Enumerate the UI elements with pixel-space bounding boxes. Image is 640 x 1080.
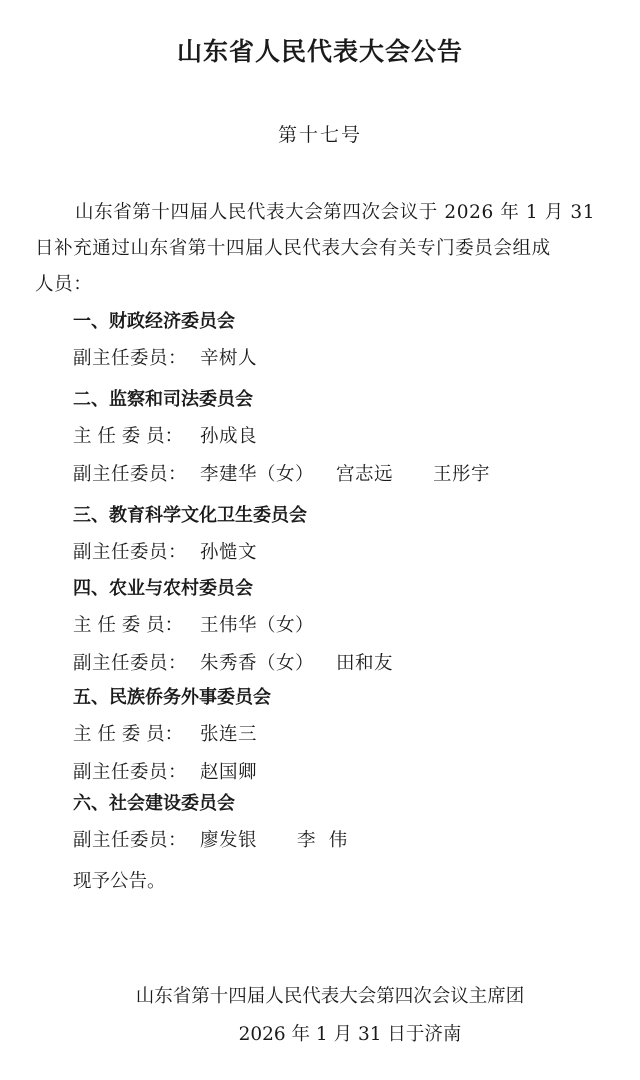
member-name: 张连三 <box>200 724 258 745</box>
member-role: 副主任委员： <box>73 464 188 485</box>
member-role: 副主任委员： <box>73 542 188 563</box>
section-supervision-judicial <box>73 382 613 494</box>
section-ethnic-overseas-foreign <box>73 680 613 792</box>
section-education-science-culture-health <box>73 498 613 572</box>
member-name: 田和友 <box>336 653 394 674</box>
member-row <box>73 418 613 456</box>
issuer-signature: 山东省第十四届人民代表大会第四次会议主席团 <box>135 986 525 1007</box>
section-heading: 四、农业与农村委员会 <box>73 578 253 599</box>
member-name: 李 伟 <box>297 830 348 851</box>
member-row <box>73 456 613 494</box>
member-name: 王彤宇 <box>433 464 491 485</box>
intro-line-3: 人员： <box>35 274 93 295</box>
section-heading: 六、社会建设委员会 <box>73 793 235 814</box>
member-name: 孙成良 <box>200 426 258 447</box>
section-finance-economy <box>73 304 613 378</box>
section-social-development <box>73 786 613 860</box>
issue-date: 2026 年 1 月 31 日于济南 <box>238 1024 462 1045</box>
member-name: 朱秀香（女） <box>200 653 315 674</box>
member-role: 主 任 委 员： <box>73 724 184 745</box>
section-heading: 一、财政经济委员会 <box>73 311 235 332</box>
closing-statement: 现予公告。 <box>73 871 166 892</box>
member-role: 主 任 委 员： <box>73 426 184 447</box>
intro-paragraph <box>35 195 607 303</box>
member-row <box>73 607 613 645</box>
member-name: 宫志远 <box>336 464 394 485</box>
member-row <box>73 645 613 683</box>
member-role: 副主任委员： <box>73 653 188 674</box>
member-name: 辛树人 <box>200 348 258 369</box>
member-role: 副主任委员： <box>73 830 188 851</box>
member-row <box>73 340 613 378</box>
member-role: 主 任 委 员： <box>73 615 184 636</box>
member-name: 王伟华（女） <box>200 615 315 636</box>
member-name: 廖发银 <box>200 830 258 851</box>
member-row <box>73 822 613 860</box>
section-heading: 二、监察和司法委员会 <box>73 389 253 410</box>
member-row <box>73 534 613 572</box>
member-name: 李建华（女） <box>200 464 315 485</box>
section-agriculture-rural <box>73 571 613 683</box>
section-heading: 五、民族侨务外事委员会 <box>73 687 271 708</box>
member-role: 副主任委员： <box>73 348 188 369</box>
member-row <box>73 716 613 754</box>
section-heading: 三、教育科学文化卫生委员会 <box>73 505 307 526</box>
announcement-number: 第十七号 <box>277 124 362 146</box>
member-name: 赵国卿 <box>200 762 258 783</box>
intro-line-2: 日补充通过山东省第十四届人民代表大会有关专门委员会组成 <box>35 238 551 259</box>
intro-line-1: 山东省第十四届人民代表大会第四次会议于 2026 年 1 月 31 <box>75 202 596 223</box>
member-name: 孙慥文 <box>200 542 258 563</box>
member-role: 副主任委员： <box>73 762 188 783</box>
document-title: 山东省人民代表大会公告 <box>176 37 463 66</box>
